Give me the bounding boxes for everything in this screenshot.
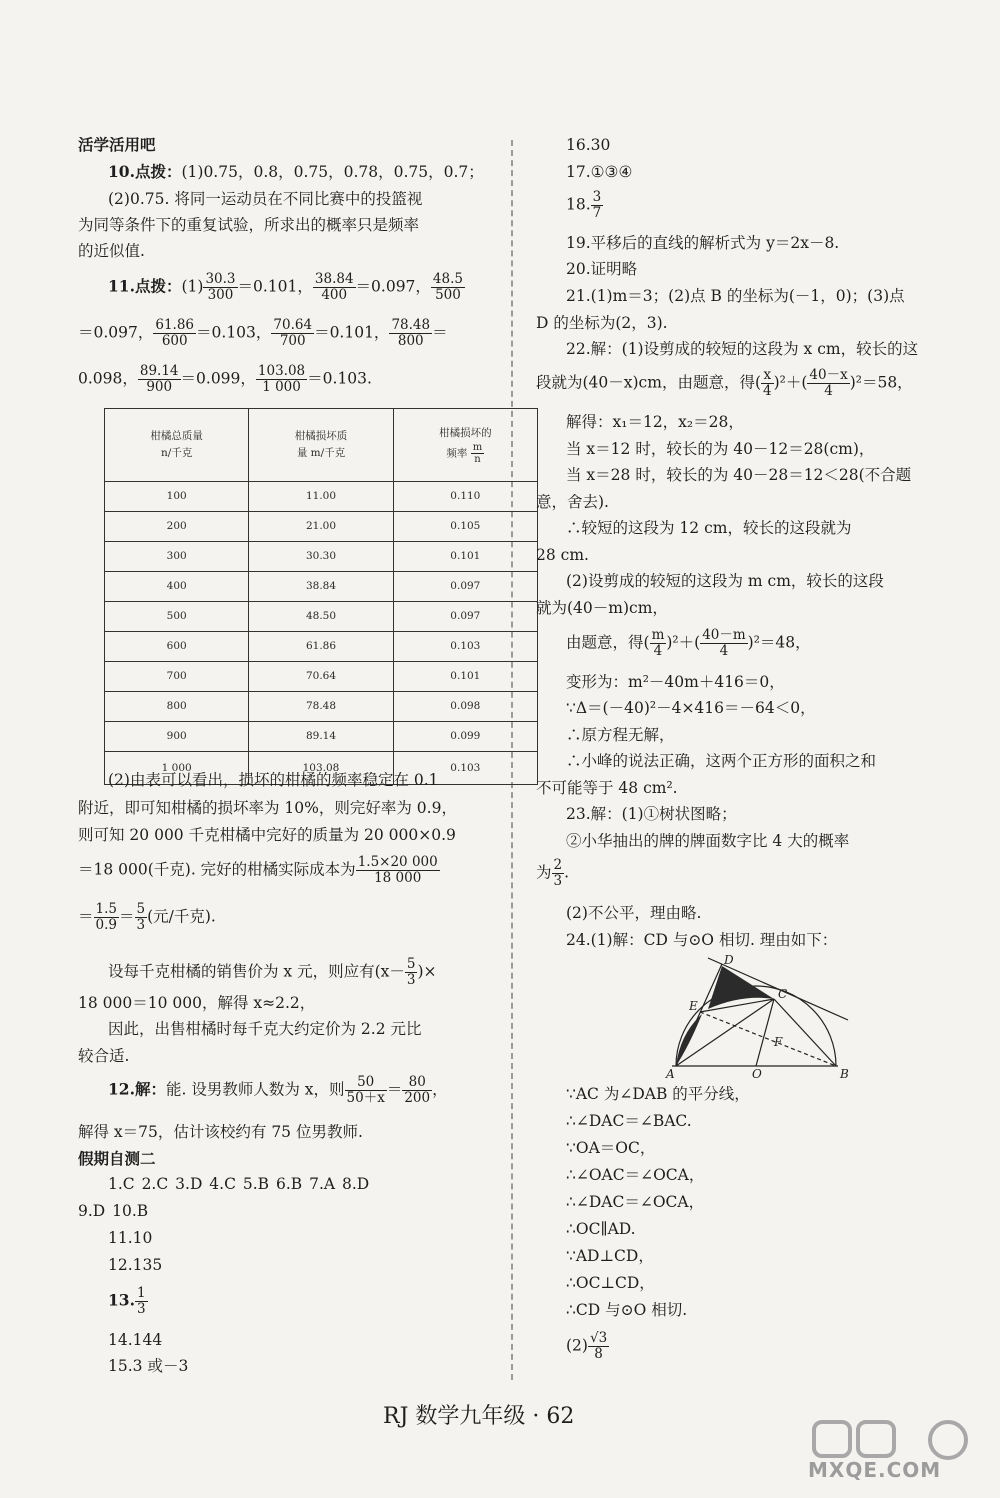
table-row <box>105 662 538 692</box>
proof-part2: (2) $\frac{√3}{8}$ <box>566 1330 608 1362</box>
cell-total-mass: 600 <box>105 632 249 662</box>
part2-line3: 则可知 20 000 千克柑橘中完好的质量为 20 000×0.9 <box>78 826 456 844</box>
cell-total-mass: 800 <box>105 692 249 722</box>
label-d: D <box>724 954 734 967</box>
proof-line7: ∵AD⊥CD， <box>566 1247 654 1265</box>
cell-frequency: 0.099 <box>393 722 537 752</box>
answer-22-line8: 28 cm. <box>536 546 589 564</box>
table-row <box>105 512 538 542</box>
answer-22-line11: 由题意，得( $\frac{m}{4}$ )²＋( $\frac{40-m}{4}$ )²＝48， <box>566 627 811 659</box>
q12-line2: 解得 x＝75，估计该校约有 75 位男教师. <box>78 1123 363 1141</box>
proof-line9: ∴CD 与⊙O 相切. <box>566 1301 688 1319</box>
cell-damaged-mass: 21.00 <box>249 512 393 542</box>
proof-line2: ∴∠DAC＝∠BAC. <box>566 1112 692 1130</box>
answer-18: 18. $\frac{3}{7}$ <box>566 189 602 221</box>
answer-22-line12: 变形为：m²－40m＋416＝0， <box>566 673 785 691</box>
mc-answers-line1: 1.C 2.C 3.D 4.C 5.B 6.B 7.A 8.D <box>108 1175 370 1193</box>
header-damage-frequency: 柑橘损坏的 频率 $\frac{m}{n}$ <box>393 409 537 482</box>
cell-frequency: 0.101 <box>393 662 537 692</box>
answer-11: 11.10 <box>108 1229 153 1247</box>
cell-frequency: 0.103 <box>393 632 537 662</box>
orange-data-table <box>104 408 538 785</box>
q10-line4: 的近似值. <box>78 242 145 260</box>
answer-23-line3: 为 $\frac{2}{3}$ . <box>536 857 570 889</box>
q11-line3: 0.098， $\frac{89.14}{900}$ ＝0.099， $\frac{103.08}{1 000}$ ＝0.103. <box>78 363 372 395</box>
label-c: C <box>778 987 788 1001</box>
answer-13: 13. $\frac{1}{3}$ <box>108 1285 146 1317</box>
watermark-icon <box>808 1418 988 1462</box>
label-f: F <box>774 1035 783 1049</box>
page-footer: RJ 数学九年级 · 62 <box>383 1404 575 1429</box>
proof-line4: ∴∠OAC＝∠OCA， <box>566 1166 705 1184</box>
answer-22-line13: ∵Δ＝(－40)²－4×416＝－64＜0， <box>566 699 816 717</box>
q11-line1: 11.点拨：(1) $\frac{30.3}{300}$ ＝0.101， $\frac{38.84}{400}$ ＝0.097， $\frac{48.5}{500}$ <box>108 271 463 303</box>
watermark-text: MXQE.COM <box>808 1458 942 1482</box>
cell-frequency: 0.097 <box>393 572 537 602</box>
proof-line8: ∴OC⊥CD， <box>566 1274 655 1292</box>
answer-22-line5: 当 x＝28 时，较长的为 40－28＝12＜28(不合题 <box>566 466 912 484</box>
answer-16: 16.30 <box>566 136 611 154</box>
part2-line4: ＝18 000(千克). 完好的柑橘实际成本为 $\frac{1.5\times 20 000}{18 000}$ <box>78 854 438 886</box>
answer-21-line2: D 的坐标为(2，3). <box>536 314 668 332</box>
cell-frequency: 0.098 <box>393 692 537 722</box>
cell-damaged-mass: 78.48 <box>249 692 393 722</box>
table-row <box>105 632 538 662</box>
label-a: A <box>666 1067 675 1080</box>
cell-total-mass: 700 <box>105 662 249 692</box>
part2-line8: 因此，出售柑橘时每千克大约定价为 2.2 元比 <box>108 1020 422 1038</box>
cell-frequency: 0.101 <box>393 542 537 572</box>
answer-20: 20.证明略 <box>566 260 638 278</box>
part2-line2: 附近，即可知柑橘的损坏率为 10%，则完好率为 0.9， <box>78 799 457 817</box>
answer-22-line15: ∴小峰的说法正确，这两个正方形的面积之和 <box>566 752 877 770</box>
table-row <box>105 572 538 602</box>
q11-line2: ＝0.097， $\frac{61.86}{600}$ ＝0.103， $\frac{70.64}{700}$ ＝0.101， $\frac{78.48}{800}$ ＝ <box>78 317 448 349</box>
table-header-row <box>105 409 538 482</box>
mc-answers-line2: 9.D 10.B <box>78 1202 149 1220</box>
proof-line5: ∴∠DAC＝∠OCA， <box>566 1193 705 1211</box>
answer-14: 14.144 <box>108 1331 163 1349</box>
label-o: O <box>752 1067 762 1080</box>
answer-23-line4: (2)不公平，理由略. <box>566 904 702 922</box>
cell-total-mass: 500 <box>105 602 249 632</box>
cell-total-mass: 400 <box>105 572 249 602</box>
q12-line1: 12.解：能. 设男教师人数为 x，则 $\frac{50}{50+x}$ ＝ $\frac{80}{200}$ ， <box>108 1074 448 1106</box>
answer-22-line4: 当 x＝12 时，较长的为 40－12＝28(cm)， <box>566 440 875 458</box>
proof-line3: ∵OA＝OC， <box>566 1139 656 1157</box>
answer-22-line9: (2)设剪成的较短的这段为 m cm，较长的这段 <box>566 572 884 590</box>
part2-line9: 较合适. <box>78 1047 130 1065</box>
cell-damaged-mass: 70.64 <box>249 662 393 692</box>
geometry-figure <box>662 954 922 1080</box>
label-e: E <box>689 999 698 1013</box>
answer-22-line3: 解得：x₁＝12，x₂＝28， <box>566 413 744 431</box>
q10-line1: 10.点拨：(1)0.75，0.8，0.75，0.78，0.75，0.7； <box>108 162 484 181</box>
cell-frequency: 0.097 <box>393 602 537 632</box>
answer-21-line1: 21.(1)m＝3；(2)点 B 的坐标为(－1，0)；(3)点 <box>566 287 905 305</box>
part2-line5: ＝ $\frac{1.5}{0.9}$ ＝ $\frac{5}{3}$ (元/千克). <box>78 901 216 933</box>
q10-line3: 为同等条件下的重复试验，所求出的概率只是频率 <box>78 216 420 234</box>
cell-total-mass: 300 <box>105 542 249 572</box>
q10-line2: (2)0.75. 将同一运动员在不同比赛中的投篮视 <box>108 190 423 208</box>
table-row <box>105 602 538 632</box>
answer-22-line10: 就为(40－m)cm， <box>536 599 668 617</box>
cell-frequency: 0.103 <box>393 752 537 785</box>
header-damaged-mass: 柑橘损坏质 量 m/千克 <box>249 409 393 482</box>
cell-damaged-mass: 103.08 <box>249 752 393 785</box>
section-title-huoxue: 活学活用吧 <box>78 136 156 154</box>
answer-22-line6: 意，舍去). <box>536 493 609 511</box>
table-row <box>105 542 538 572</box>
answer-23-line1: 23.解：(1)①树状图略； <box>566 805 737 823</box>
cell-damaged-mass: 48.50 <box>249 602 393 632</box>
answer-17: 17.①③④ <box>566 163 633 181</box>
answer-22-line7: ∴较短的这段为 12 cm，较长的这段就为 <box>566 519 852 537</box>
label-b: B <box>840 1067 849 1080</box>
part2-line1: (2)由表可以看出，损坏的柑橘的频率稳定在 0.1 <box>108 771 439 789</box>
proof-line6: ∴OC∥AD. <box>566 1220 636 1238</box>
cell-frequency: 0.110 <box>393 482 537 512</box>
section-title-jiaqi: 假期自测二 <box>78 1150 156 1168</box>
cell-total-mass: 200 <box>105 512 249 542</box>
cell-frequency: 0.105 <box>393 512 537 542</box>
table-row <box>105 692 538 722</box>
part2-line7: 18 000＝10 000，解得 x≈2.2， <box>78 994 316 1012</box>
cell-total-mass: 1 000 <box>105 752 249 785</box>
cell-damaged-mass: 61.86 <box>249 632 393 662</box>
answer-19: 19.平移后的直线的解析式为 y＝2x－8. <box>566 234 840 252</box>
cell-total-mass: 900 <box>105 722 249 752</box>
answer-24-line1: 24.(1)解：CD 与⊙O 相切. 理由如下： <box>566 931 838 949</box>
semicircle-arc <box>676 986 836 1066</box>
answer-22-line16: 不可能等于 48 cm². <box>536 779 678 797</box>
answer-22-line2: 段就为(40－x)cm，由题意，得( $\frac{x}{4}$ )²＋( $\frac{40-x}{4}$ )²＝58， <box>536 367 913 399</box>
answer-22-line14: ∴原方程无解， <box>566 726 675 744</box>
cell-total-mass: 100 <box>105 482 249 512</box>
answer-15: 15.3 或－3 <box>108 1357 189 1375</box>
cell-damaged-mass: 89.14 <box>249 722 393 752</box>
segment-cb <box>774 999 836 1066</box>
part2-line6: 设每千克柑橘的销售价为 x 元，则应有(x－ $\frac{5}{3}$ )× <box>108 956 437 988</box>
cell-damaged-mass: 11.00 <box>249 482 393 512</box>
answer-23-line2: ②小华抽出的牌的牌面数字比 4 大的概率 <box>566 832 850 850</box>
answer-22-line1: 22.解：(1)设剪成的较短的这段为 x cm，较长的这 <box>566 340 919 358</box>
watermark-logo <box>808 1418 988 1482</box>
table-row <box>105 722 538 752</box>
answer-12: 12.135 <box>108 1256 163 1274</box>
table-row <box>105 482 538 512</box>
cell-damaged-mass: 38.84 <box>249 572 393 602</box>
header-total-mass: 柑橘总质量 n/千克 <box>105 409 249 482</box>
cell-damaged-mass: 30.30 <box>249 542 393 572</box>
proof-line1: ∵AC 为∠DAB 的平分线， <box>566 1085 750 1103</box>
